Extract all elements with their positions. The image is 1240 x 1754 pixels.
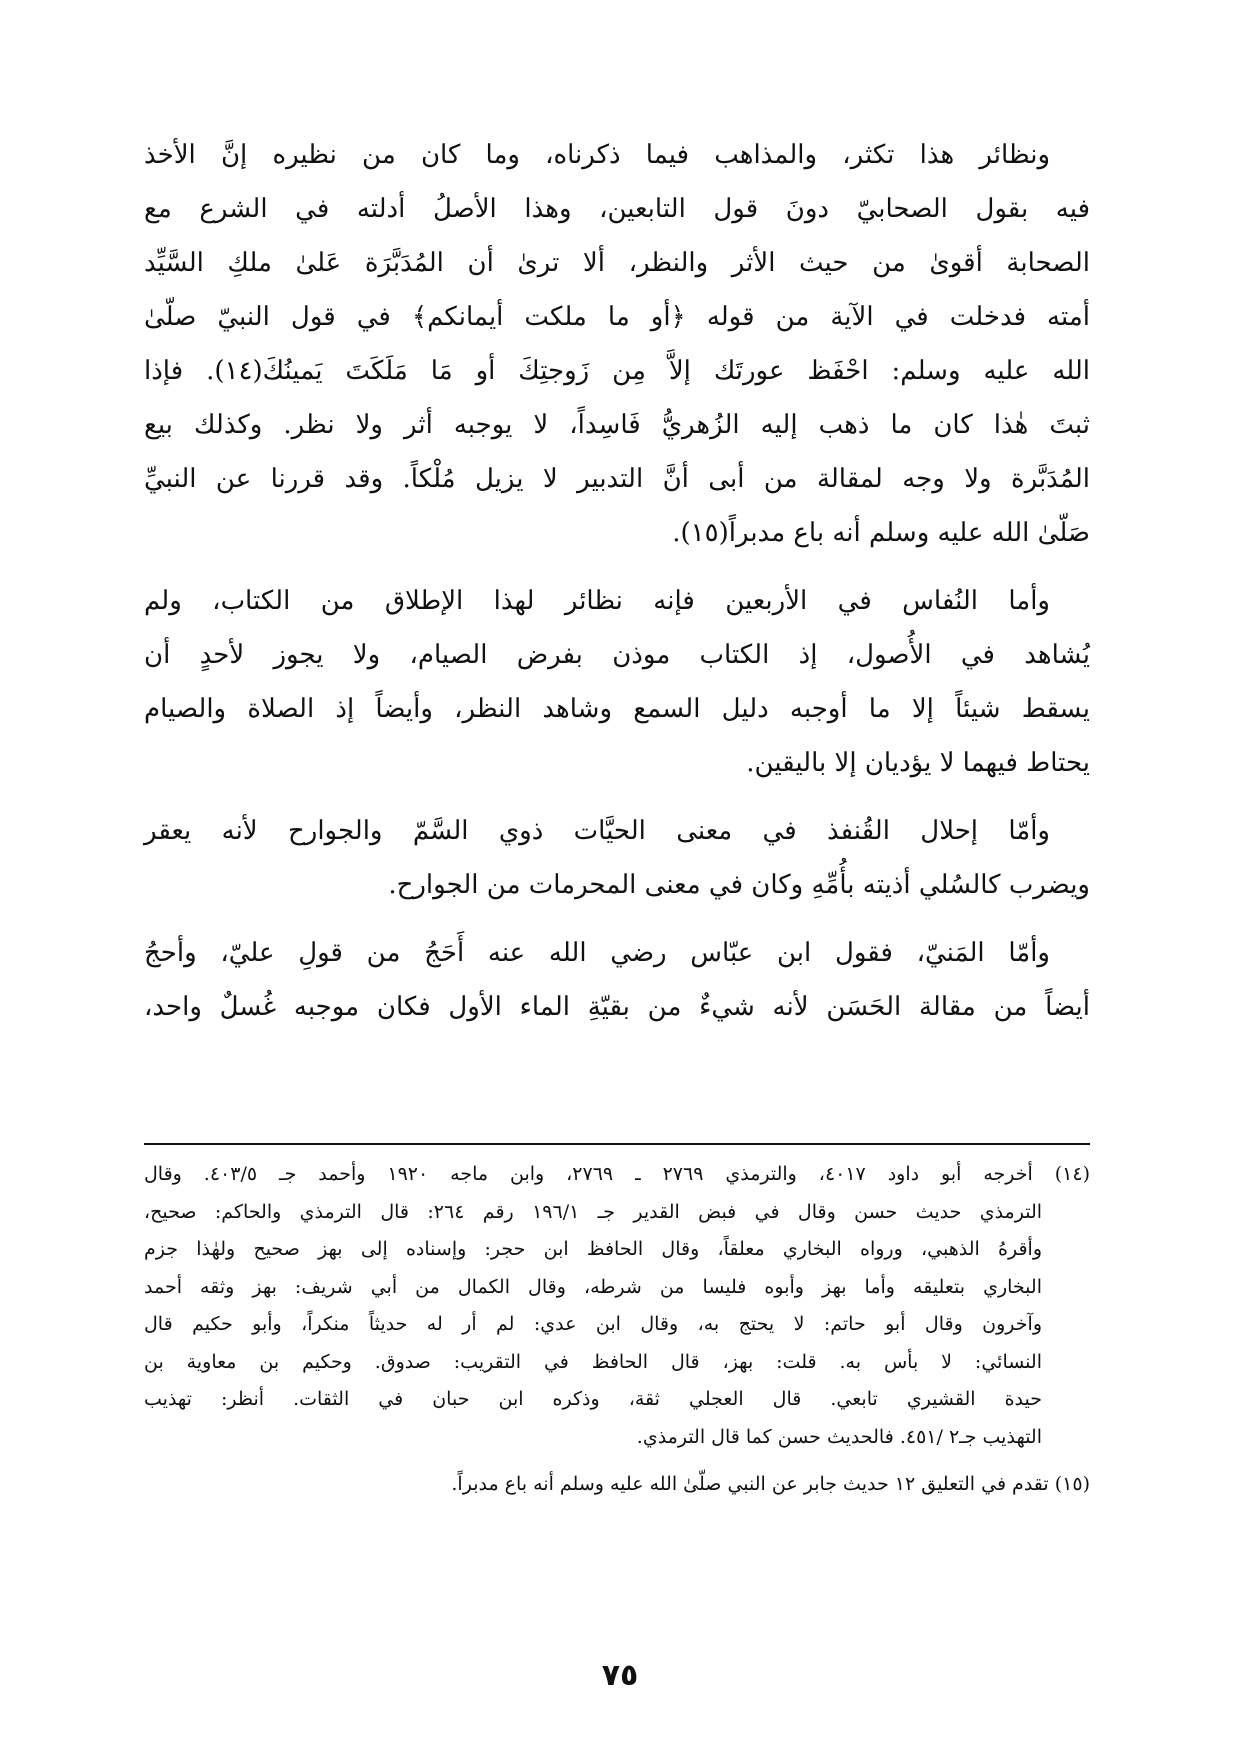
footnote-line: (١٤) أخرجه أبو داود ٤٠١٧، والترمذي ٢٧٦٩ ـ ٢٧٦٩، وابن ماجه ١٩٢٠ وأحمد جـ ٤٠٣/٥. وقال bbox=[144, 1163, 1090, 1185]
text-line: وأمّا المَنيّ، فقول ابن عبّاس رضي الله عنه أَحَجُ من قولِ عليّ، وأحجُ bbox=[144, 938, 1050, 968]
footnote-divider bbox=[144, 1143, 1090, 1145]
footnote-line: وآخرون وقال أبو حاتم: لا يحتج به، وقال ابن عدي: لم أر له حديثاً منكراً، وأبو حكيم قال bbox=[144, 1313, 1042, 1335]
main-text bbox=[144, 128, 1090, 1048]
text-line: المُدَبَّرة ولا وجه لمقالة من أبى أنَّ التدبير لا يزيل مُلْكاً. وقد قررنا عن النبيِّ bbox=[144, 464, 1091, 494]
text-line: فيه بقول الصحابيّ دونَ قول التابعين، وهذا الأصلُ أدلته في الشرع مع bbox=[144, 194, 1090, 224]
footnote-line: الترمذي حديث حسن وقال في فبض القدير جـ ١٩٦/١ رقم ٢٦٤: قال الترمذي والحاكم: صحيح، bbox=[144, 1200, 1043, 1223]
text-line: وأمّا إحلال القُنفذ في معنى الحيَّات ذوي السَّمّ والجوارح لأنه يعقر bbox=[144, 816, 1050, 846]
text-line: صَلّىٰ الله عليه وسلم أنه باع مدبراً(١٥). bbox=[672, 518, 1090, 548]
paragraph-2 bbox=[144, 574, 1090, 790]
paragraph-3 bbox=[144, 804, 1090, 912]
footnote-line: التهذيب جـ٢ /٤٥١. فالحديث حسن كما قال الترمذي. bbox=[636, 1425, 1042, 1448]
footnote-line: النسائي: لا بأس به. قلت: بهز، قال الحافظ في التقريب: صدوق. وحكيم بن معاوية بن bbox=[144, 1350, 1042, 1373]
footnote-line: البخاري بتعليقه وأما بهز وأبوه فليسا من شرطه، وقال الكمال من أبي شريف: بهز وثقه أحمد bbox=[144, 1275, 1042, 1298]
text-line: وأما النُفاس في الأربعين فإنه نظائر لهذا الإطلاق من الكتاب، ولم bbox=[144, 586, 1050, 616]
text-line: ثبتَ هٰذا كان ما ذهب إليه الزُهريُّ فَاسِداً، لا يوجبه أثر ولا نظر. وكذلك بيع bbox=[144, 410, 1090, 440]
paragraph-1 bbox=[144, 128, 1090, 560]
text-line: ونظائر هذا تكثر، والمذاهب فيما ذكرناه، وما كان من نظيره إنَّ الأخذ bbox=[144, 140, 1050, 170]
text-line: أيضاً من مقالة الحَسَن لأنه شيءٌ من بقيّةِ الماء الأول فكان موجبه غُسلٌ واحد، bbox=[144, 992, 1090, 1022]
text-line: أمته فدخلت في الآية من قوله ﴿أو ما ملكت أيمانكم﴾ في قول النبيّ صلّىٰ bbox=[144, 302, 1090, 332]
text-line: يحتاط فيهما لا يؤديان إلا باليقين. bbox=[746, 748, 1090, 778]
footnote-line: وأقرهُ الذهبي، ورواه البخاري معلقاً، وقال الحافظ ابن حجر: وإسناده إلى بهز صحيح ولهٰذا جزم bbox=[144, 1238, 1042, 1260]
text-line: يُشاهد في الأُصول، إذ الكتاب موذن بفرض الصيام، ولا يجوز لأحدٍ أن bbox=[144, 640, 1090, 670]
footnote-line: حيدة القشيري تابعي. قال العجلي ثقة، وذكره ابن حبان في الثقات. أنظر: تهذيب bbox=[144, 1388, 1042, 1410]
text-line: الله عليه وسلم: احْفَظ عورتَك إلاَّ مِن زَوجتِكَ أو مَا مَلَكَتَ يَمينُكَ(١٤). فإذا bbox=[144, 356, 1091, 386]
footnote-14 bbox=[144, 1156, 1090, 1456]
paragraph-4 bbox=[144, 926, 1090, 1034]
footnotes bbox=[144, 1156, 1090, 1514]
footnote-15 bbox=[144, 1466, 1090, 1504]
text-line: يسقط شيئاً إلا ما أوجبه دليل السمع وشاهد النظر، وأيضاً إذ الصلاة والصيام bbox=[144, 694, 1090, 724]
text-line: ويضرب كالسُلي أذيته بأُمِّهِ وكان في معنى المحرمات من الجوارح. bbox=[388, 870, 1090, 900]
text-line: الصحابة أقوىٰ من حيث الأثر والنظر، ألا ترىٰ أن المُدَبَّرَة عَلىٰ ملكِ السَّيِّد bbox=[144, 248, 1090, 278]
footnote-line: (١٥) تقدم في التعليق ١٢ حديث جابر عن النبي صلّىٰ الله عليه وسلم أنه باع مدبراً. bbox=[451, 1473, 1090, 1495]
page-number: ٧٥ bbox=[601, 1658, 639, 1693]
